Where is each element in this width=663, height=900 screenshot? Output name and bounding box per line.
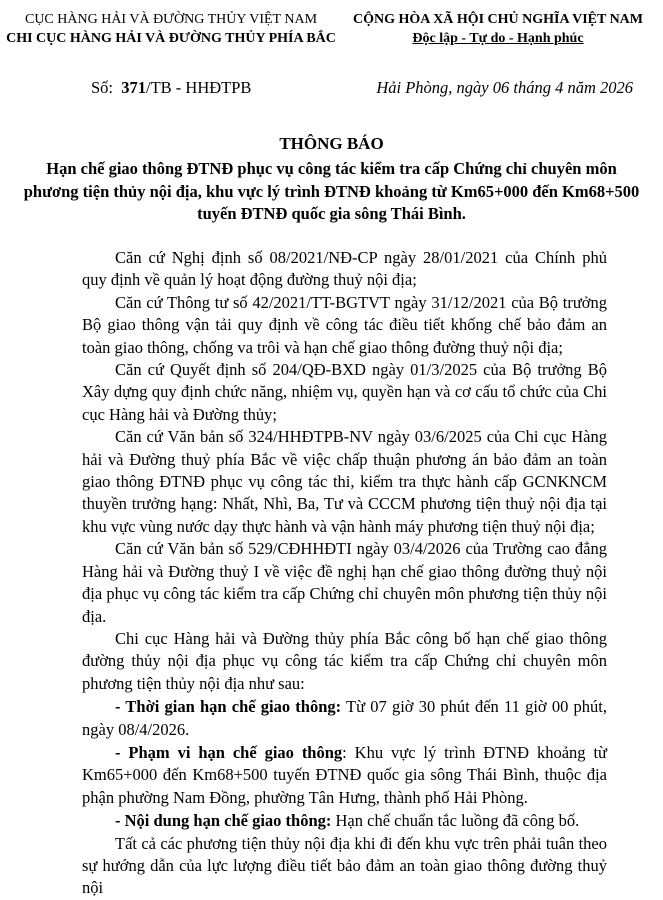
item-time-text: Từ 07 giờ 30 phút đến 11 giờ 00 phút, ngày 08/4/2026. — [82, 697, 607, 739]
document-body — [82, 247, 607, 900]
paragraph-closing: Tất cả các phương tiện thủy nội địa khi đi đến khu vực trên phải tuân theo sự hướng dẫn của lực lượng điều tiết bảo đảm an toàn giao thông đường thuỷ nội — [82, 833, 607, 898]
doc-number-prefix: Số: — [91, 78, 114, 97]
document-subject: Hạn chế giao thông ĐTNĐ phục vụ công tác kiểm tra cấp Chứng chỉ chuyên môn phương tiện thủy nội địa, khu vực lý trình ĐTNĐ khoảng từ Km65+000 đến Km68+500 tuyến ĐTNĐ quốc gia sông Thái Bình. — [23, 159, 640, 223]
item-content — [82, 810, 607, 832]
paragraph-basis-2: Căn cứ Thông tư số 42/2021/TT-BGTVT ngày 31/12/2021 của Bộ trưởng Bộ giao thông vận tải quy định về công tác điều tiết khống chế bảo đảm an toàn giao thông, chống va trôi và hạn chế giao thông đường thuỷ nội địa; — [82, 292, 607, 357]
document-title: THÔNG BÁO — [279, 134, 384, 153]
paragraph-basis-1: Căn cứ Nghị định số 08/2021/NĐ-CP ngày 28/01/2021 của Chính phủ quy định về quản lý hoạt động đường thuỷ nội địa; — [82, 248, 607, 290]
issuing-agency: CHI CỤC HÀNG HẢI VÀ ĐƯỜNG THỦY PHÍA BẮC — [6, 31, 336, 46]
parent-agency: CỤC HÀNG HẢI VÀ ĐƯỜNG THỦY VIỆT NAM — [24, 12, 318, 27]
doc-number-value: 371 — [121, 78, 147, 97]
national-header — [348, 10, 648, 48]
paragraph-basis-3: Căn cứ Quyết định số 204/QĐ-BXD ngày 01/3/2025 của Bộ trưởng Bộ Xây dựng quy định chức năng, nhiệm vụ, quyền hạn và cơ cấu tổ chức của Chi cục Hàng hải và Đường thủy; — [82, 360, 607, 424]
document-number — [91, 78, 251, 98]
item-scope-label: - Phạm vi hạn chế giao thông — [115, 742, 343, 762]
nation-motto: Độc lập - Tự do - Hạnh phúc — [412, 31, 584, 46]
agency-header — [6, 10, 336, 48]
item-scope-text: : Khu vực lý trình ĐTNĐ khoảng từ Km65+000 đến Km68+500 tuyến ĐTNĐ quốc gia sông Thái Bình, thuộc địa phận phường Nam Đồng, phường Tân Hưng, thành phố Hải Phòng. — [82, 742, 607, 807]
doc-number-suffix: /TB - HHĐTPB — [146, 78, 252, 97]
item-content-label: - Nội dung hạn chế giao thông: — [115, 811, 332, 831]
item-content-text: Hạn chế chuẩn tắc luồng đã công bố. — [331, 811, 580, 831]
item-time — [82, 696, 607, 741]
nation-name: CỘNG HÒA XÃ HỘI CHỦ NGHĨA VIỆT NAM — [352, 12, 643, 27]
paragraph-announcement: Chi cục Hàng hải và Đường thủy phía Bắc công bố hạn chế giao thông đường thủy nội địa phục vụ công tác kiểm tra cấp Chứng chỉ chuyên môn phương tiện thủy nội địa như sau: — [82, 628, 607, 693]
document-date: Hải Phòng, ngày 06 tháng 4 năm 2026 — [376, 78, 633, 97]
item-time-label: - Thời gian hạn chế giao thông: — [115, 697, 342, 717]
paragraph-basis-5: Căn cứ Văn bản số 529/CĐHHĐTI ngày 03/4/2026 của Trường cao đẳng Hàng hải và Đường thuỷ I về việc đề nghị hạn chế giao thông đường thuỷ nội địa phục vụ công tác kiểm tra cấp Chứng chỉ chuyên môn phương tiện thủy nội địa. — [82, 539, 607, 626]
paragraph-basis-4: Căn cứ Văn bản số 324/HHĐTPB-NV ngày 03/6/2025 của Chi cục Hàng hải và Đường thuỷ phía Bắc về việc chấp thuận phương án bảo đảm an toàn giao thông ĐTNĐ phục vụ công tác thi, kiểm tra thực hành cấp GCNKNCM thuyền trưởng hạng: Nhất, Nhì, Ba, Tư và CCCM phương tiện thuỷ nội địa tại khu vực vùng nước dạy thực hành và vận hành máy phương tiện thuỷ nội địa; — [82, 427, 607, 536]
item-scope — [82, 742, 607, 809]
